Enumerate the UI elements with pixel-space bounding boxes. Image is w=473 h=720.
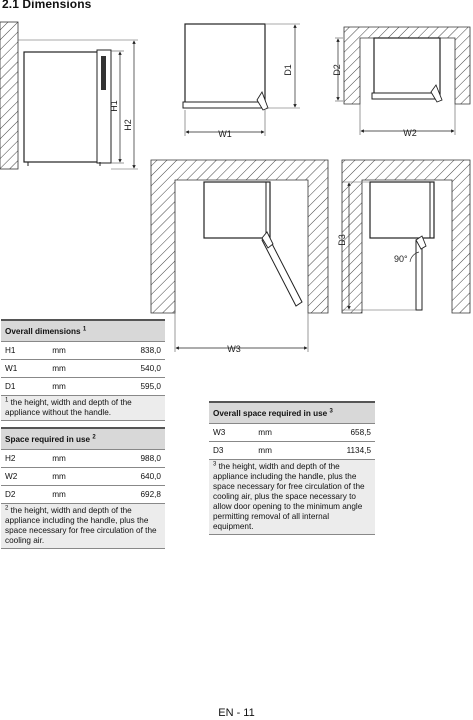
overall-dimensions-title: Overall dimensions $^1$ <box>1 320 165 342</box>
open-door-d3 <box>416 240 422 310</box>
door-top <box>183 102 265 108</box>
back-wall <box>0 22 18 169</box>
table-row: D3 mm 1134,5 <box>209 442 375 460</box>
door-top-niche <box>372 93 440 99</box>
label-w1: W1 <box>218 129 232 139</box>
section-title: 2.1 Dimensions <box>2 0 92 11</box>
table-row: H1 mm 838,0 <box>1 342 165 360</box>
label-w2: W2 <box>403 128 417 138</box>
table-row: H2 mm 988,0 <box>1 450 165 468</box>
space-required-title: Space required in use $^2$ <box>1 428 165 450</box>
label-h2: H2 <box>123 119 133 131</box>
label-angle: 90° <box>394 254 408 264</box>
label-d3: D3 <box>337 234 347 246</box>
table-note: $^1$ the height, width and depth of the appliance without the handle. <box>1 396 165 421</box>
page-number: EN - 11 <box>218 707 255 719</box>
appliance-top-niche <box>374 38 440 94</box>
table-row: W1 mm 540,0 <box>1 360 165 378</box>
label-h1: H1 <box>109 100 119 112</box>
door-handle <box>101 56 106 90</box>
space-required-table <box>1 427 165 549</box>
appliance-top-w3 <box>204 182 270 238</box>
top-view-d3-figure <box>337 160 470 313</box>
appliance-top <box>185 24 265 104</box>
appliance-top-d3 <box>370 182 434 238</box>
label-d2: D2 <box>332 64 342 76</box>
top-view-w3-figure <box>151 160 328 354</box>
top-view-w2-d2-figure <box>332 27 470 138</box>
label-d1: D1 <box>283 64 293 76</box>
table-row: W2 mm 640,0 <box>1 468 165 486</box>
table-row: W3 mm 658,5 <box>209 424 375 442</box>
table-note: $^3$ the height, width and depth of the appliance including the handle, plus the space necessary for free circulation of the cooling air, plus the space necessary to allow door opening to the minimum angle permitting removal of all internal equipment. <box>209 460 375 535</box>
table-row: D2 mm 692,8 <box>1 486 165 504</box>
top-view-w1-d1-figure <box>183 24 300 139</box>
label-w3: W3 <box>227 344 241 354</box>
table-row: D1 mm 595,0 <box>1 378 165 396</box>
overall-dimensions-table <box>1 319 165 421</box>
table-note: $^2$ the height, width and depth of the appliance including the handle, plus the space necessary for free circulation of the cooling air. <box>1 504 165 549</box>
overall-space-title: Overall space required in use $^3$ <box>209 402 375 424</box>
overall-space-table <box>209 401 375 535</box>
side-view-figure <box>0 22 138 169</box>
